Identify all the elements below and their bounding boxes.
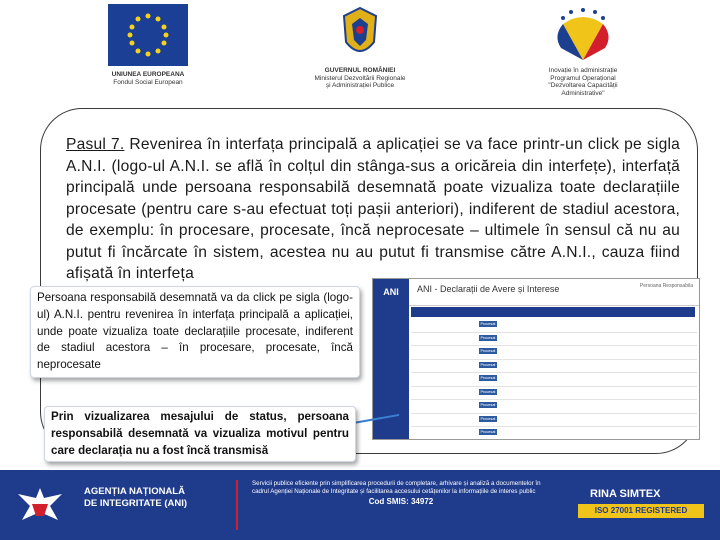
table-row[interactable] bbox=[411, 387, 697, 401]
smis-code: Cod SMIS: 34972 bbox=[368, 497, 434, 507]
footer-agency-name bbox=[84, 486, 187, 510]
project-desc-text: Servicii publice eficiente prin simplificarea procedurii de completare, arhivare și analiză a documentelor în cadrul Agenției Naționale de Integritate și facilitarea accesului cetățenilor la informațiile de interes public bbox=[252, 480, 541, 496]
gov-line3: și Administrației Publice bbox=[325, 82, 395, 89]
ani-logo-button[interactable]: ANI bbox=[373, 279, 409, 305]
footer-separator bbox=[236, 480, 238, 530]
poca-logo bbox=[528, 0, 638, 97]
status-button[interactable]: Procesat bbox=[480, 362, 496, 367]
eu-flag-icon bbox=[108, 4, 188, 66]
table-row[interactable] bbox=[411, 414, 697, 428]
poca-line1: Inovație în administrație bbox=[548, 67, 618, 74]
table-row[interactable] bbox=[411, 427, 697, 440]
app-title: ANI - Declarații de Avere și Interese bbox=[417, 284, 560, 294]
declarations-table bbox=[411, 319, 697, 440]
callout-logo-click: Persoana responsabilă desemnată va da click pe sigla (logo-ul) A.N.I. pentru revenirea în interfața principală a aplicației, unde poate vizualiza toate declarațiile procesate, indiferent de stadiul acestora – în procesare, procesate, încă neprocesate bbox=[30, 286, 360, 378]
app-screenshot bbox=[372, 278, 700, 440]
status-button[interactable]: Procesat bbox=[480, 349, 496, 353]
iso-badge: ISO 27001 REGISTERED bbox=[578, 504, 704, 518]
table-row[interactable] bbox=[411, 373, 697, 387]
footer-project-description bbox=[252, 480, 550, 507]
status-button[interactable]: Procesat bbox=[480, 376, 496, 380]
status-button[interactable]: Procesat bbox=[480, 430, 496, 434]
tab-processing[interactable]: PROCESARE FORMULARE bbox=[417, 316, 475, 321]
government-logo bbox=[300, 0, 420, 90]
status-button[interactable]: Procesat bbox=[480, 416, 496, 421]
rina-title: RINA SIMTEX bbox=[590, 488, 661, 500]
poca-line4: Administrative" bbox=[561, 89, 605, 97]
gov-line2: Ministerul Dezvoltării Regionale bbox=[314, 74, 406, 82]
agency-line2: DE INTEGRITATE (ANI) bbox=[84, 498, 188, 509]
eu-line1: UNIUNEA EUROPEANA bbox=[111, 71, 185, 78]
user-menu[interactable]: Persoana Responsabila bbox=[639, 283, 693, 289]
app-header bbox=[373, 279, 699, 306]
tab-centers[interactable]: CENTRE RUSORE bbox=[491, 316, 531, 321]
table-row[interactable] bbox=[411, 346, 697, 360]
step-text: Revenirea în interfața principală a aplicației se va face printr-un click pe sigla A.N.I. (logo-ul A.N.I. se află în colțul din stânga-sus a oricăreia din interfețe), interfață principală unde persoana responsabilă desemnată poate vizualiza toate declarațiile procesate (pentru care s-au efectuat toți pașii anteriori), indiferent de stadiul acestora, de exemplu: în procesare, procesate, încă neprocesate – ultimele în sensul că nu au putut fi încărcate în sistem, acestea nu au putut fi transmise către A.N.I., cauza fiind afișată în interfeța bbox=[66, 136, 680, 282]
status-button[interactable]: Procesat bbox=[480, 335, 496, 340]
poca-emblem-icon bbox=[543, 4, 623, 62]
eu-line2: Fondul Social European bbox=[113, 78, 183, 86]
table-row[interactable] bbox=[411, 319, 697, 333]
ani-eagle-icon bbox=[14, 484, 66, 530]
table-row[interactable] bbox=[411, 400, 697, 414]
step-label: Pasul 7. bbox=[66, 136, 125, 153]
table-row[interactable] bbox=[411, 333, 697, 347]
gov-line1: GUVERNUL ROMÂNIEI bbox=[324, 67, 396, 74]
step-description bbox=[66, 134, 680, 285]
status-button[interactable]: Procesat bbox=[480, 322, 496, 326]
poca-line3: "Dezvoltarea Capacității bbox=[548, 82, 618, 89]
status-button[interactable]: Procesat bbox=[480, 403, 496, 407]
app-tabs bbox=[411, 307, 695, 321]
coat-of-arms-icon bbox=[340, 6, 380, 62]
eu-logo bbox=[98, 0, 198, 86]
poca-line2: Programul Operațional bbox=[550, 74, 616, 82]
callout-status-message: Prin vizualizarea mesajului de status, persoana responsabilă desemnată va vizualiza motivul pentru care declarația nu a fost încă transmisă bbox=[44, 406, 356, 462]
status-button[interactable]: Procesat bbox=[480, 389, 496, 394]
table-row[interactable] bbox=[411, 360, 697, 374]
agency-line1: AGENȚIA NAȚIONALĂ bbox=[84, 486, 185, 497]
